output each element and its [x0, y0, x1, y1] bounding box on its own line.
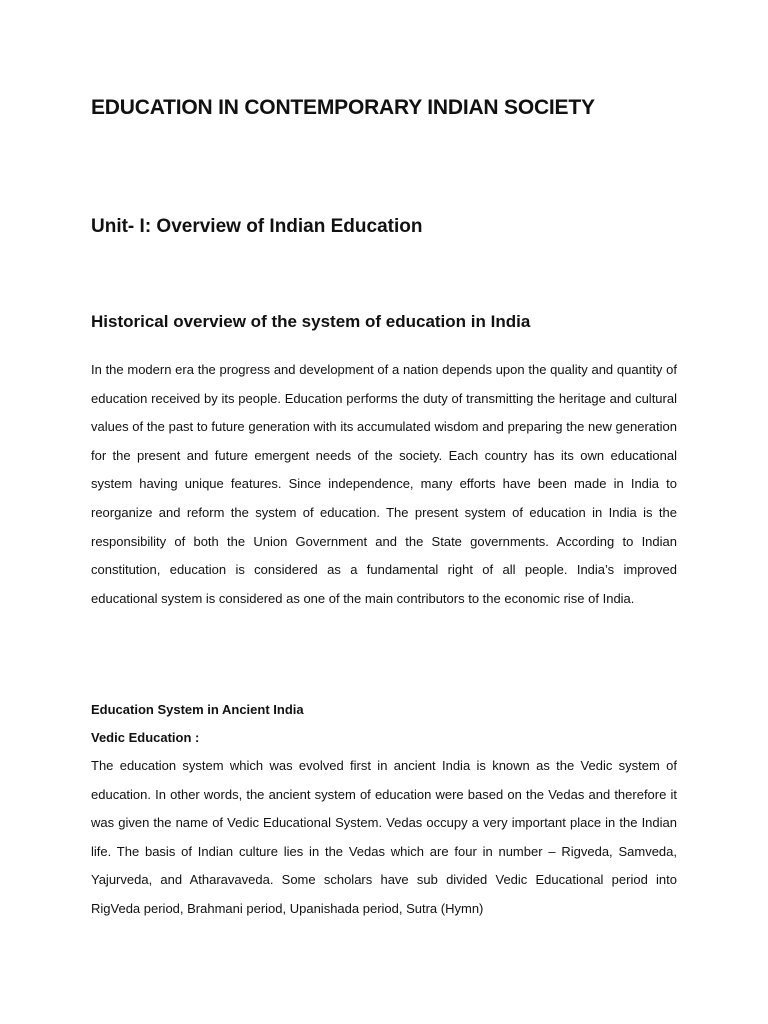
unit-title: Unit- I: Overview of Indian Education: [91, 216, 423, 237]
vedic-paragraph: The education system which was evolved first in ancient India is known as the Vedic system of education. In other words, the ancient system of education were based on the Vedas and therefore it was given the name of Vedic Educational System. Vedas occupy a very important place in the Indian life. The basis of Indian culture lies in the Vedas which are four in number – Rigveda, Samveda, Yajurveda, and Atharavaveda. Some scholars have sub divided Vedic Educational period into RigVeda period, Brahmani period, Upanishada period, Sutra (Hymn): [91, 758, 677, 916]
section-heading: Historical overview of the system of education in India: [91, 312, 531, 331]
intro-paragraph: In the modern era the progress and development of a nation depends upon the quality and quantity of education received by its people. Education performs the duty of transmitting the heritage and cultural values of the past to future generation with its accumulated wisdom and preparing the new generation for the present and future emergent needs of the society. Each country has its own educational system having unique features. Since independence, many efforts have been made in India to reorganize and reform the system of education. The present system of education in India is the responsibility of both the Union Government and the State governments. According to Indian constitution, education is considered as a fundamental right of all people. India’s improved educational system is considered as one of the main contributors to the economic rise of India.: [91, 362, 677, 606]
document-title: EDUCATION IN CONTEMPORARY INDIAN SOCIETY: [91, 96, 595, 119]
subheading-ancient-india: Education System in Ancient India: [91, 702, 304, 717]
subheading-vedic-education: Vedic Education :: [91, 730, 200, 745]
